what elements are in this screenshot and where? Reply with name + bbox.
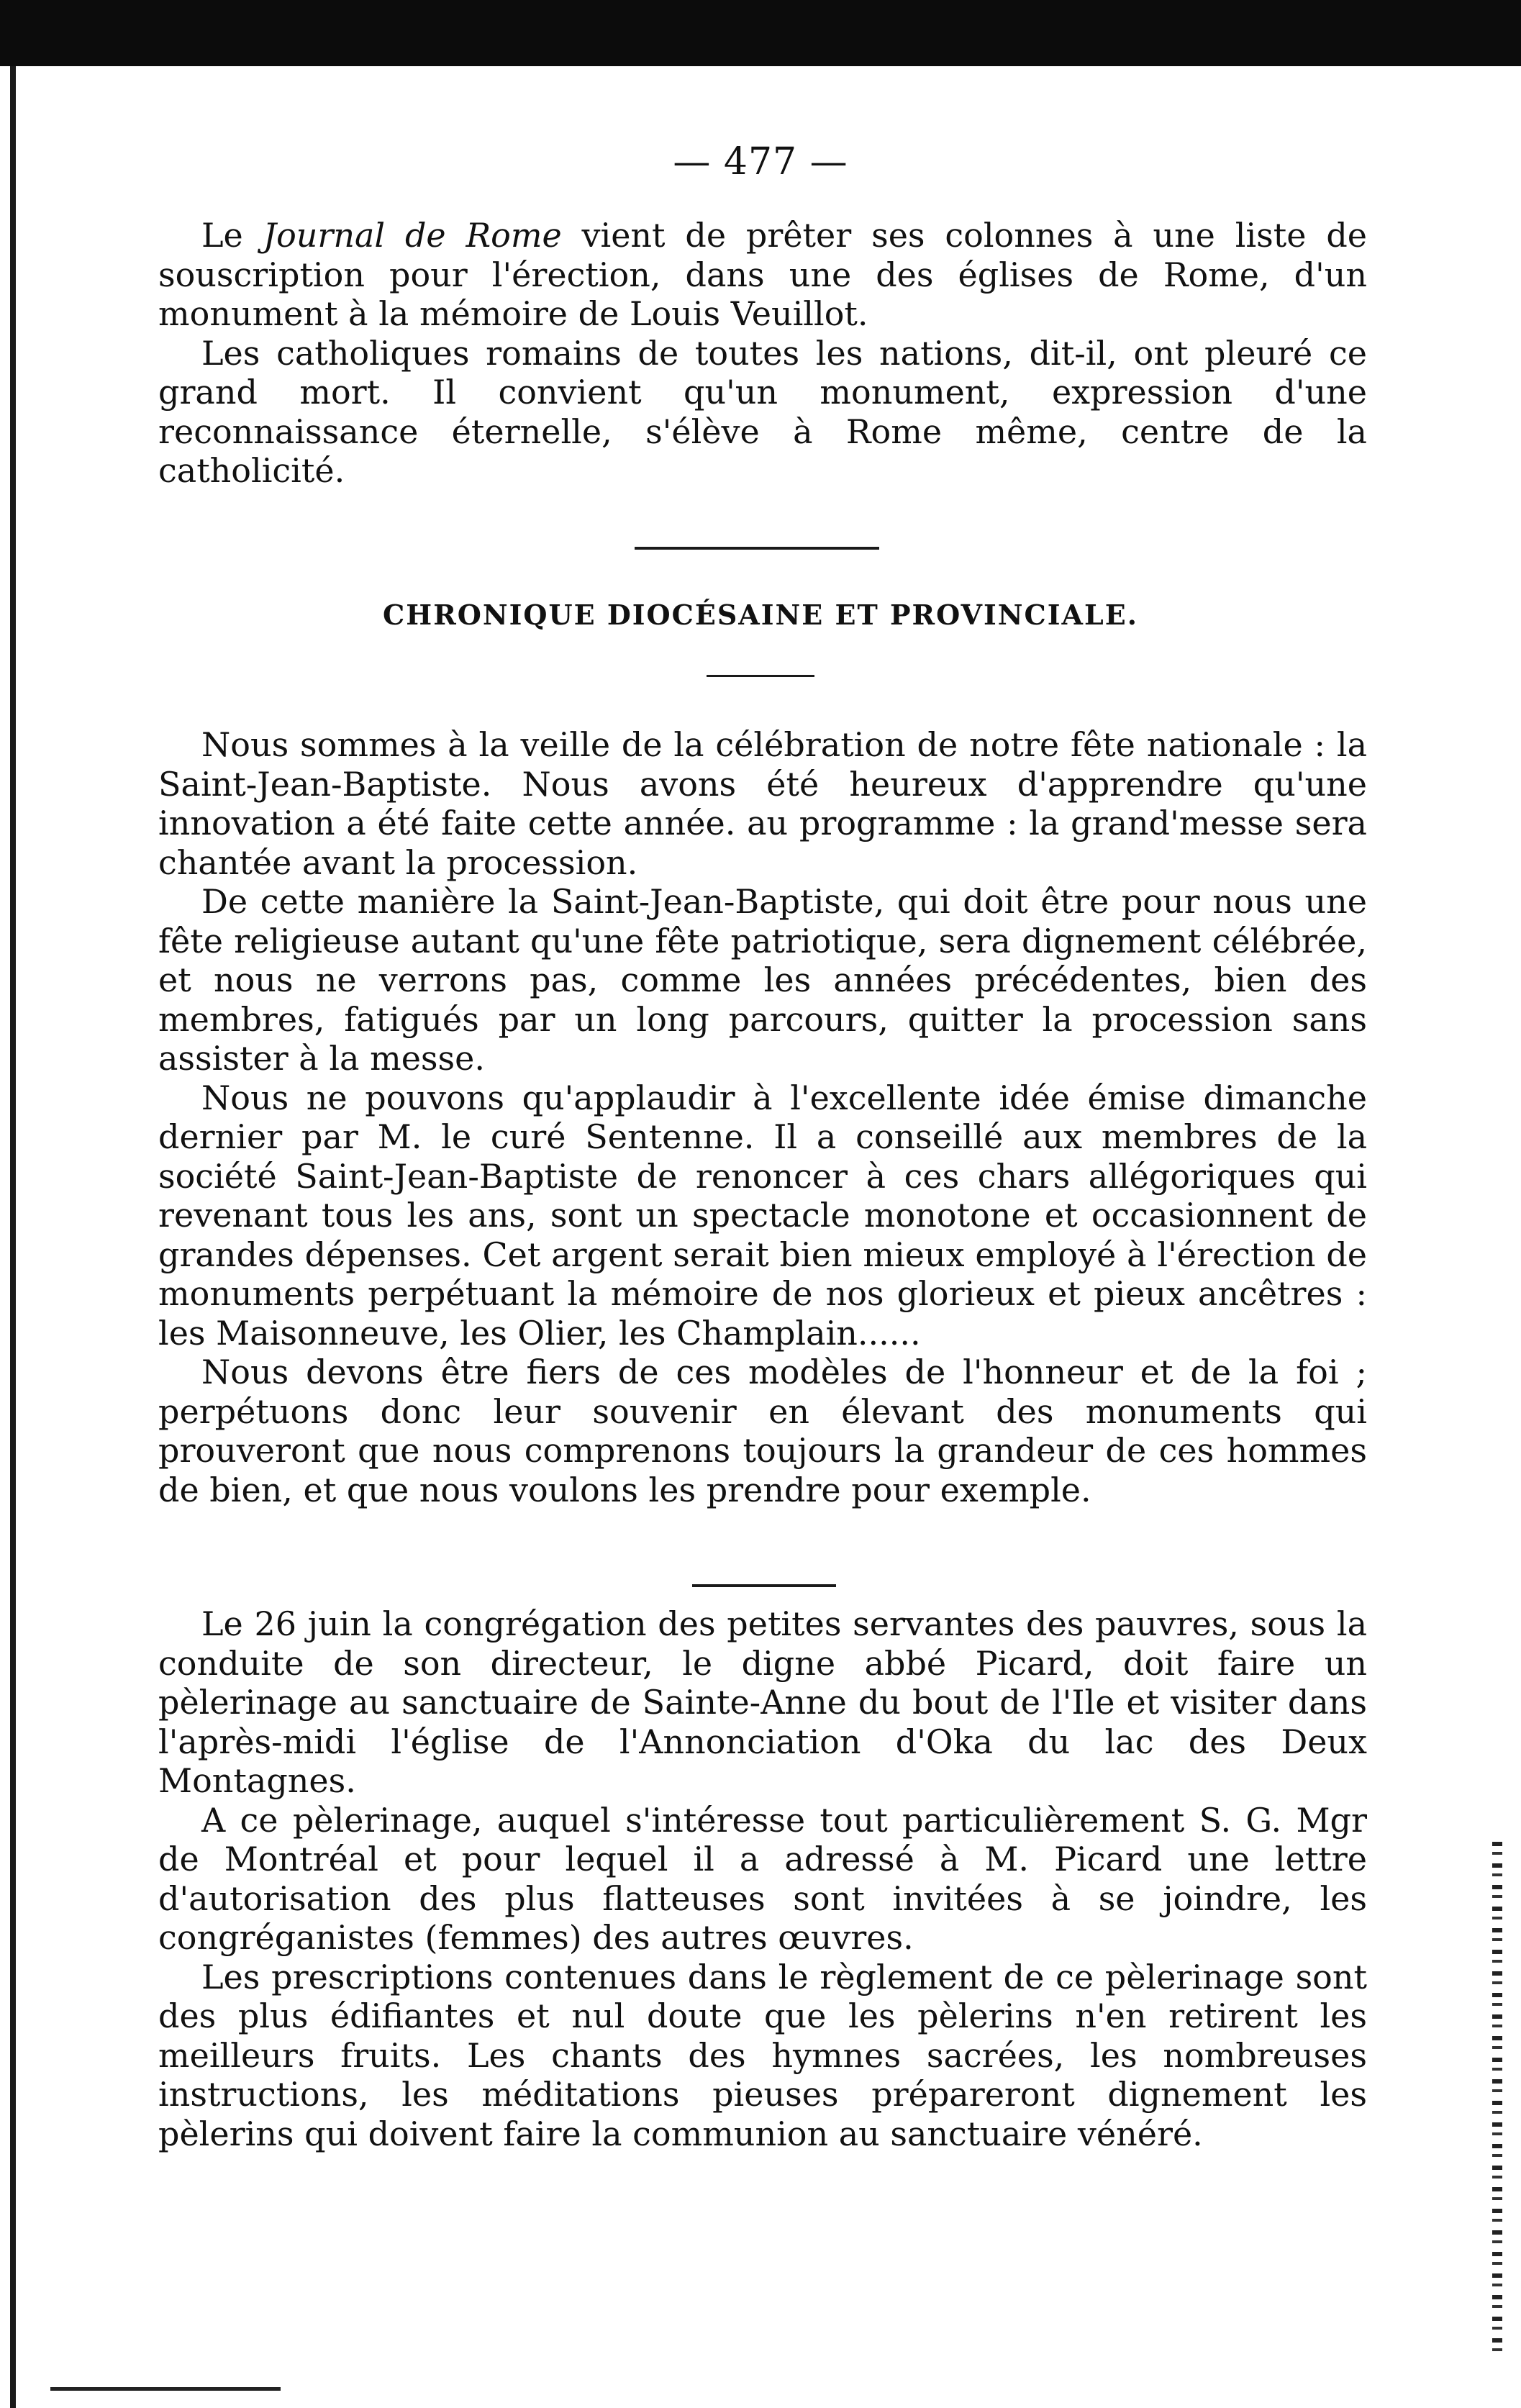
journal-title: Journal de Rome [263,216,562,255]
paragraph: Les catholiques romains de toutes les nations, dit-il, ont pleuré ce grand mort. Il convient qu'un monument, expression d'une reconnaissance éternelle, s'élève à Rome même, centre de la catholicité. [158,333,1367,490]
section-pelerinage [158,1604,1367,2153]
paragraph: A ce pèlerinage, auquel s'intéresse tout particulièrement S. G. Mgr de Montréal et pour lequel il a adressé à M. Picard une lettre d'autorisation des plus flatteuses sont invitées à se joindre, les congréganistes (femmes) des autres œuvres. [158,1800,1367,1957]
scan-bottom-mark [50,2387,281,2391]
paragraph: Les prescriptions contenues dans le règlement de ce pèlerinage sont des plus édifiantes et nul doute que les pèlerins n'en retirent les meilleurs fruits. Les chants des hymnes sacrées, les nombreuses instructions, les méditations pieuses prépareront dignement les pèlerins qui doivent faire la communion au sanctuaire vénéré. [158,1957,1367,2153]
paragraph [158,216,1367,334]
section-chronique [158,725,1367,1509]
section-title: CHRONIQUE DIOCÉSAINE ET PROVINCIALE. [383,599,1138,631]
section-veuillot [158,216,1367,491]
paragraph: Nous devons être fiers de ces modèles de l'honneur et de la foi ; perpétuons donc leur souvenir en élevant des monuments qui prouveront que nous comprenons toujours la grandeur de ces hommes de bien, et que nous voulons les prendre pour exemple. [158,1353,1367,1509]
text-run: vient de prêter ses colonnes à une liste de souscription pour l'érection, dans une des églises de Rome, d'un monument à la mémoire de Louis Veuillot. [158,216,1367,333]
scan-left-border [10,66,16,2408]
scan-right-edge-marks [1492,1842,1502,2360]
title-underline [707,675,814,677]
paragraph: De cette manière la Saint-Jean-Baptiste, qui doit être pour nous une fête religieuse autant qu'une fête patriotique, sera dignement célébrée, et nous ne verrons pas, comme les années précédentes, bien des membres, fatigués par un long parcours, quitter la procession sans assister à la messe. [158,882,1367,1078]
page-number: — 477 — [673,140,848,183]
scan-top-border [0,0,1521,66]
section-divider [692,1584,836,1587]
paragraph: Nous sommes à la veille de la célébration de notre fête nationale : la Saint-Jean-Baptiste. Nous avons été heureux d'apprendre qu'une innovation a été faite cette année. au programme : la grand'messe sera chantée avant la procession. [158,725,1367,882]
paragraph: Le 26 juin la congrégation des petites servantes des pauvres, sous la conduite de son directeur, le digne abbé Picard, doit faire un pèlerinage au sanctuaire de Sainte-Anne du bout de l'Ile et visiter dans l'après-midi l'église de l'Annonciation d'Oka du lac des Deux Montagnes. [158,1604,1367,1800]
paragraph: Nous ne pouvons qu'applaudir à l'excellente idée émise dimanche dernier par M. le curé Sentenne. Il a conseillé aux membres de la société Saint-Jean-Baptiste de renoncer à ces chars allégoriques qui revenant tous les ans, sont un spectacle monotone et occasionnent de grandes dépenses. Cet argent serait bien mieux employé à l'érection de monuments perpétuant la mémoire de nos glorieux et pieux ancêtres : les Maisonneuve, les Olier, les Champlain...... [158,1078,1367,1353]
section-divider [635,547,879,550]
text-run: Le [201,216,263,255]
